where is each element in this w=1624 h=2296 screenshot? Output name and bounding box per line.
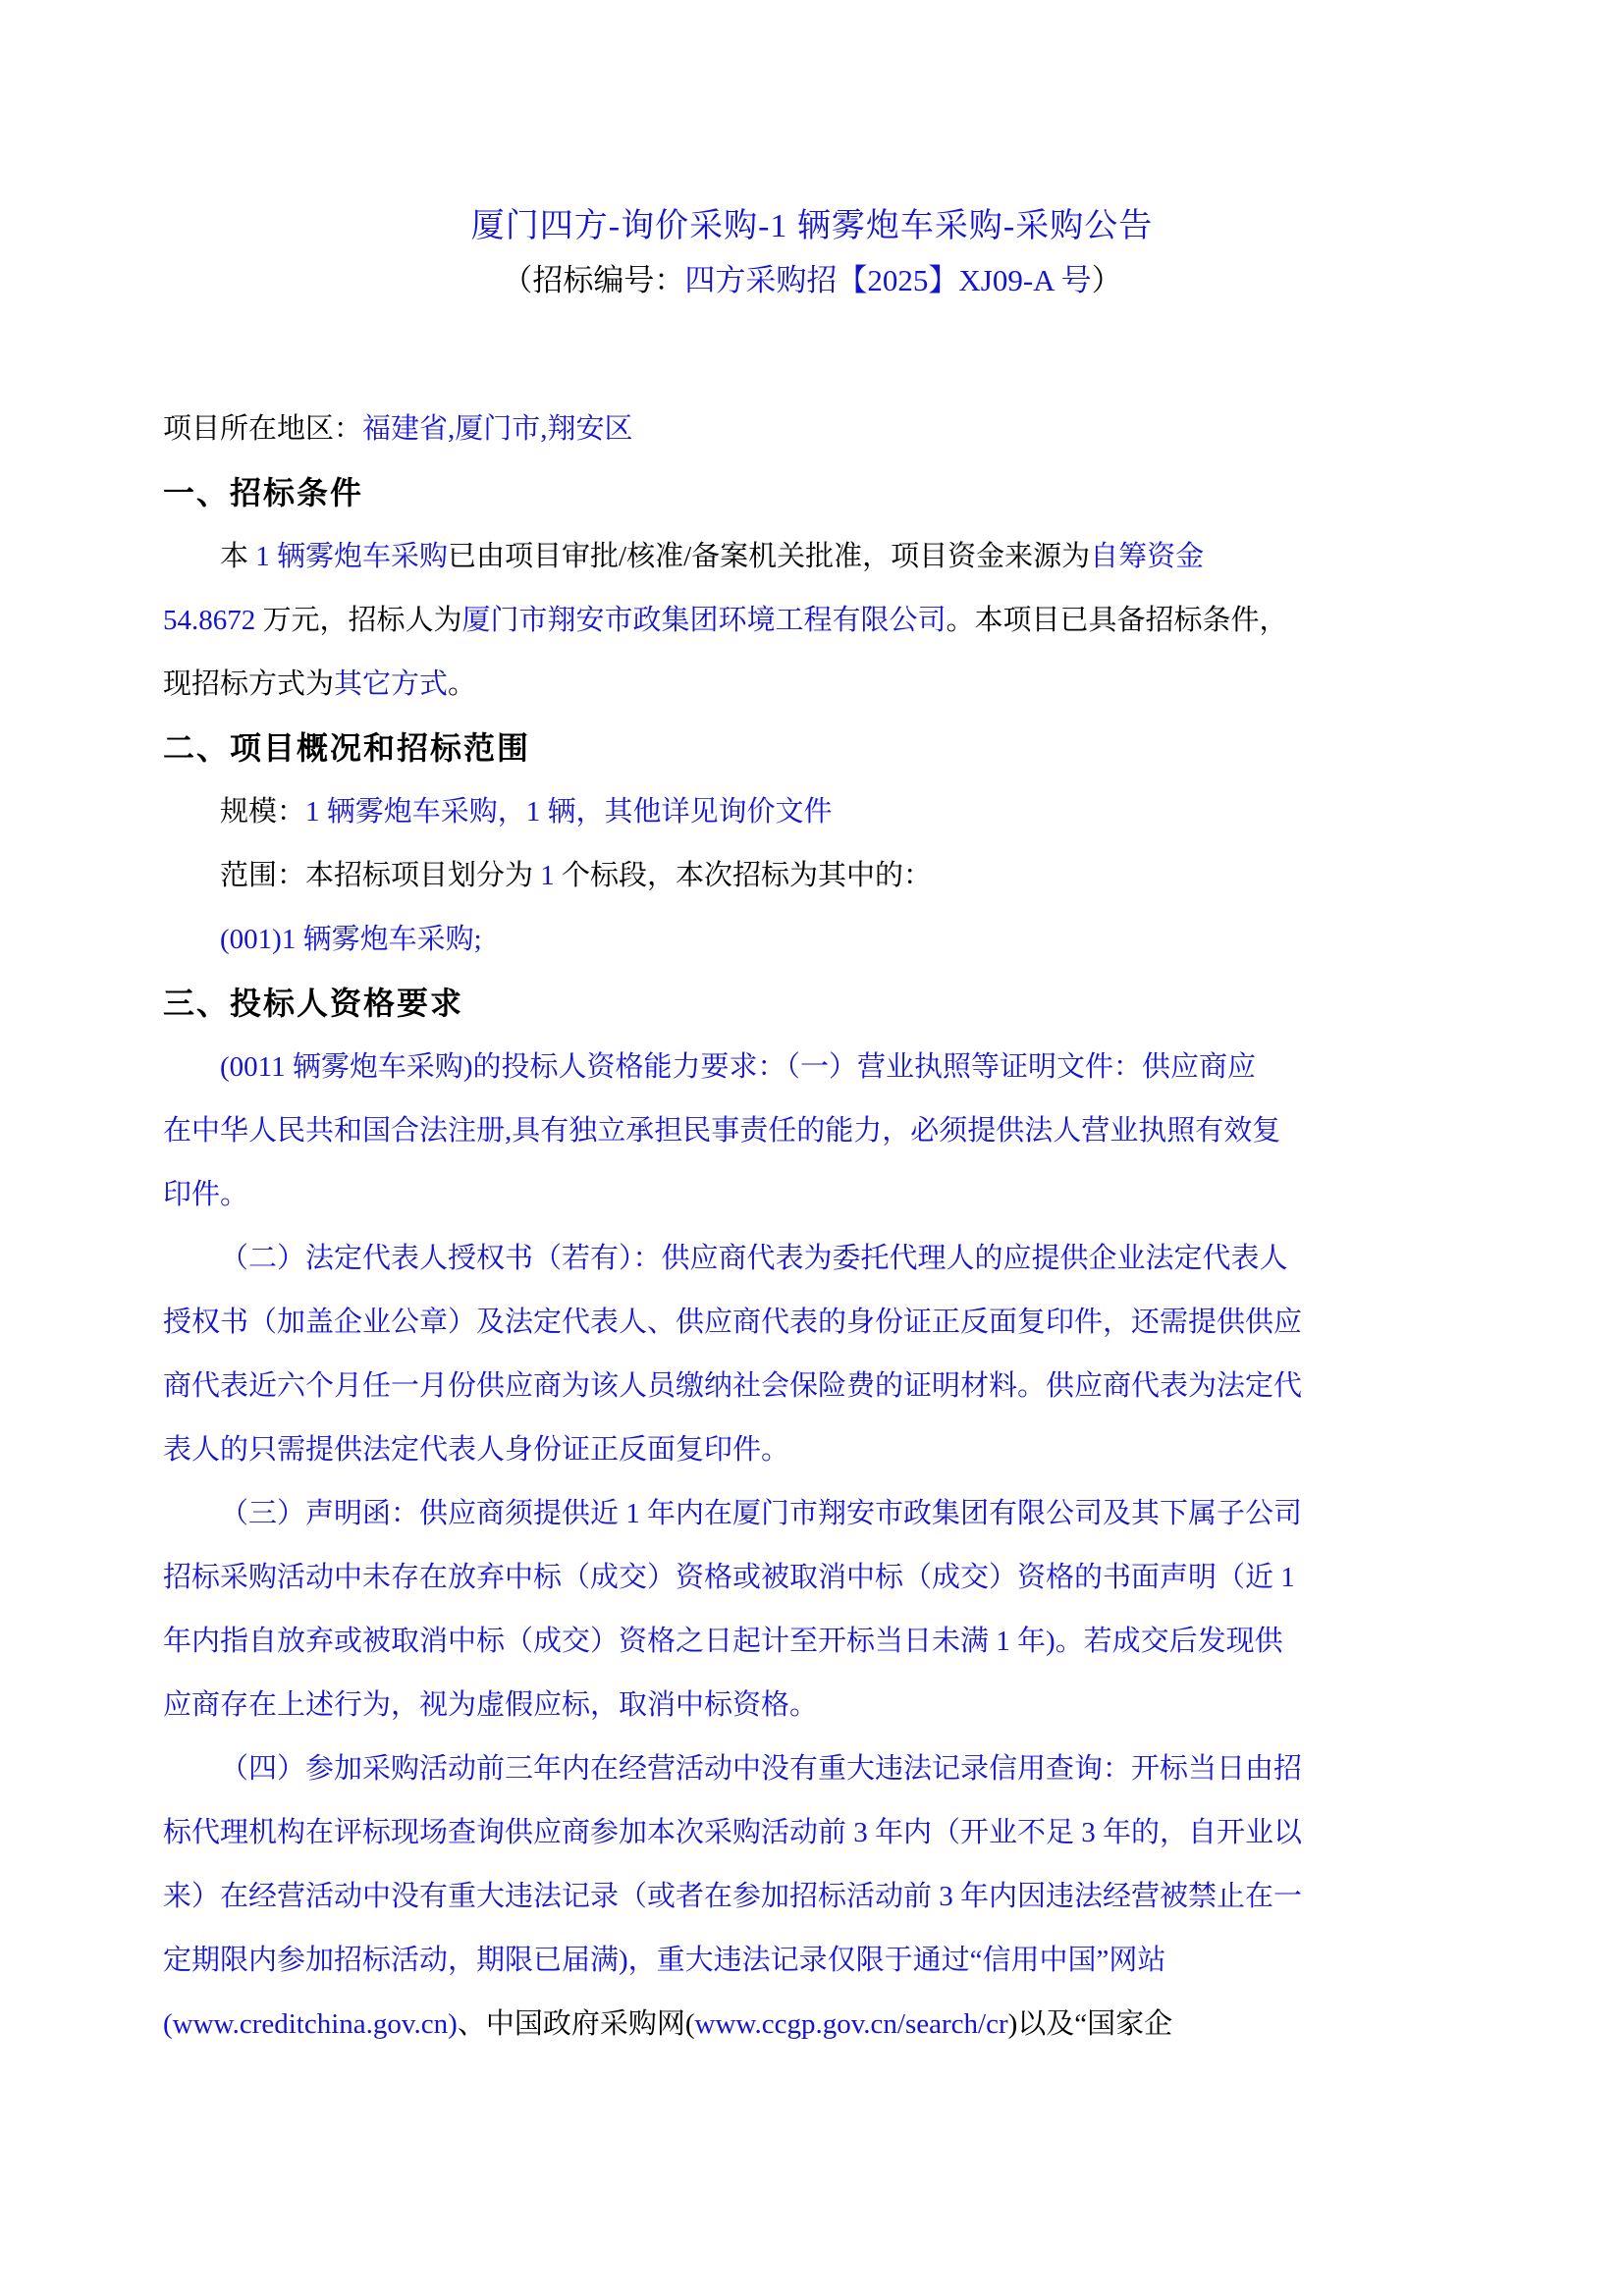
text-segment: (www.creditchina.gov.cn) — [163, 2008, 458, 2040]
text-segment: 二、项目概况和招标范围 — [163, 730, 531, 766]
doc-line — [163, 1227, 1461, 1291]
text-segment: 项目所在地区： — [163, 413, 363, 445]
text-segment: 四方采购招【2025】XJ09-A 号 — [684, 263, 1092, 297]
doc-line — [163, 1099, 1461, 1163]
doc-line — [163, 1546, 1461, 1610]
doc-line — [163, 1674, 1461, 1737]
text-segment: 54.8672 — [163, 605, 263, 636]
text-segment: 应商存在上述行为，视为虚假应标，取消中标资格。 — [163, 1689, 819, 1721]
text-segment: 、中国政府采购网( — [457, 2008, 695, 2040]
text-segment: 厦门四方-询价采购-1 辆雾炮车采购-采购公告 — [470, 208, 1154, 244]
doc-line — [163, 844, 1461, 908]
text-segment: )以及“国家企 — [1007, 2008, 1173, 2040]
text-segment: 1 辆雾炮车采购，1 辆，其他详见询价文件 — [305, 796, 833, 828]
doc-line — [163, 780, 1461, 844]
text-segment: 规模： — [220, 796, 306, 828]
text-segment: 表人的只需提供法定代表人身份证正反面复印件。 — [163, 1434, 790, 1466]
doc-line — [163, 1355, 1461, 1418]
text-segment: 定期限内参加招标活动，期限已届满)，重大违法记录仅限于通过“信用中国”网站 — [163, 1945, 1166, 1976]
doc-line — [163, 653, 1461, 717]
text-segment: 本 — [220, 541, 256, 572]
text-segment: 个标段，本次招标为其中的： — [554, 860, 933, 891]
section-heading — [163, 461, 1461, 525]
text-segment: （四）参加采购活动前三年内在经营活动中没有重大违法记录信用查询：开标当日由招 — [220, 1753, 1303, 1785]
text-segment: 厦门市翔安市政集团环境工程有限公司 — [461, 605, 947, 636]
doc-title — [163, 201, 1461, 252]
text-segment: （招标编号： — [502, 263, 685, 297]
text-segment: 。本项目已具备招标条件， — [946, 605, 1288, 636]
doc-line — [163, 525, 1461, 589]
text-segment: （二）法定代表人授权书（若有）：供应商代表为委托代理人的应提供企业法定代表人 — [220, 1243, 1288, 1274]
text-segment: (001)1 辆雾炮车采购; — [220, 924, 482, 955]
text-segment: 万元，招标人为 — [262, 605, 462, 636]
text-segment: 其它方式 — [334, 668, 449, 700]
text-segment: (0011 辆雾炮车采购)的投标人资格能力要求：（一）营业执照等证明文件：供应商应 — [220, 1051, 1256, 1083]
doc-line — [163, 589, 1461, 653]
doc-line — [163, 908, 1461, 972]
text-segment: 自筹资金 — [1090, 541, 1205, 572]
section-heading — [163, 972, 1461, 1036]
text-segment: 。 — [448, 668, 477, 700]
text-segment: 标代理机构在评标现场查询供应商参加本次采购活动前 3 年内（开业不足 3 年的，自开业以 — [163, 1817, 1303, 1848]
text-segment: （三）声明函：供应商须提供近 1 年内在厦门市翔安市政集团有限公司及其下属子公司 — [220, 1498, 1303, 1529]
text-segment: 来）在经营活动中没有重大违法记录（或者在参加招标活动前 3 年内因违法经营被禁止在一 — [163, 1881, 1303, 1912]
text-segment: 一、招标条件 — [163, 475, 364, 510]
text-segment: 现招标方式为 — [163, 668, 335, 700]
text-segment: 授权书（加盖企业公章）及法定代表人、供应商代表的身份证正反面复印件，还需提供供应 — [163, 1307, 1303, 1338]
document-body — [163, 398, 1461, 2056]
text-segment: 1 — [540, 860, 555, 891]
doc-line — [163, 1737, 1461, 1801]
text-segment: 在中华人民共和国合法注册,具有独立承担民事责任的能力，必须提供法人营业执照有效复 — [163, 1115, 1281, 1147]
doc-subtitle — [163, 252, 1461, 309]
doc-line — [163, 1163, 1461, 1227]
document-title-block — [163, 201, 1461, 309]
text-segment: 范围：本招标项目划分为 — [220, 860, 541, 891]
text-segment: 已由项目审批/核准/备案机关批准，项目资金来源为 — [448, 541, 1091, 572]
doc-line — [163, 1482, 1461, 1546]
text-segment: 福建省,厦门市,翔安区 — [362, 413, 633, 445]
doc-line — [163, 1610, 1461, 1674]
text-segment: 招标采购活动中未存在放弃中标（成交）资格或被取消中标（成交）资格的书面声明（近 1 — [163, 1562, 1295, 1593]
doc-line — [163, 1418, 1461, 1482]
doc-line — [163, 1291, 1461, 1355]
doc-line — [163, 1801, 1461, 1865]
doc-line — [163, 1993, 1461, 2056]
doc-line — [163, 1865, 1461, 1929]
section-heading — [163, 717, 1461, 780]
text-segment: 年内指自放弃或被取消中标（成交）资格之日起计至开标当日未满 1 年)。若成交后发现供 — [163, 1626, 1283, 1657]
text-segment: 三、投标人资格要求 — [163, 986, 464, 1021]
doc-line — [163, 398, 1461, 461]
text-segment: ） — [1091, 263, 1122, 297]
text-segment: 印件。 — [163, 1179, 249, 1210]
text-segment: 1 辆雾炮车采购 — [255, 541, 449, 572]
text-segment: www.ccgp.gov.cn/search/cr — [694, 2008, 1008, 2040]
text-segment: 商代表近六个月任一月份供应商为该人员缴纳社会保险费的证明材料。供应商代表为法定代 — [163, 1370, 1303, 1402]
doc-line — [163, 1036, 1461, 1099]
doc-line — [163, 1929, 1461, 1993]
